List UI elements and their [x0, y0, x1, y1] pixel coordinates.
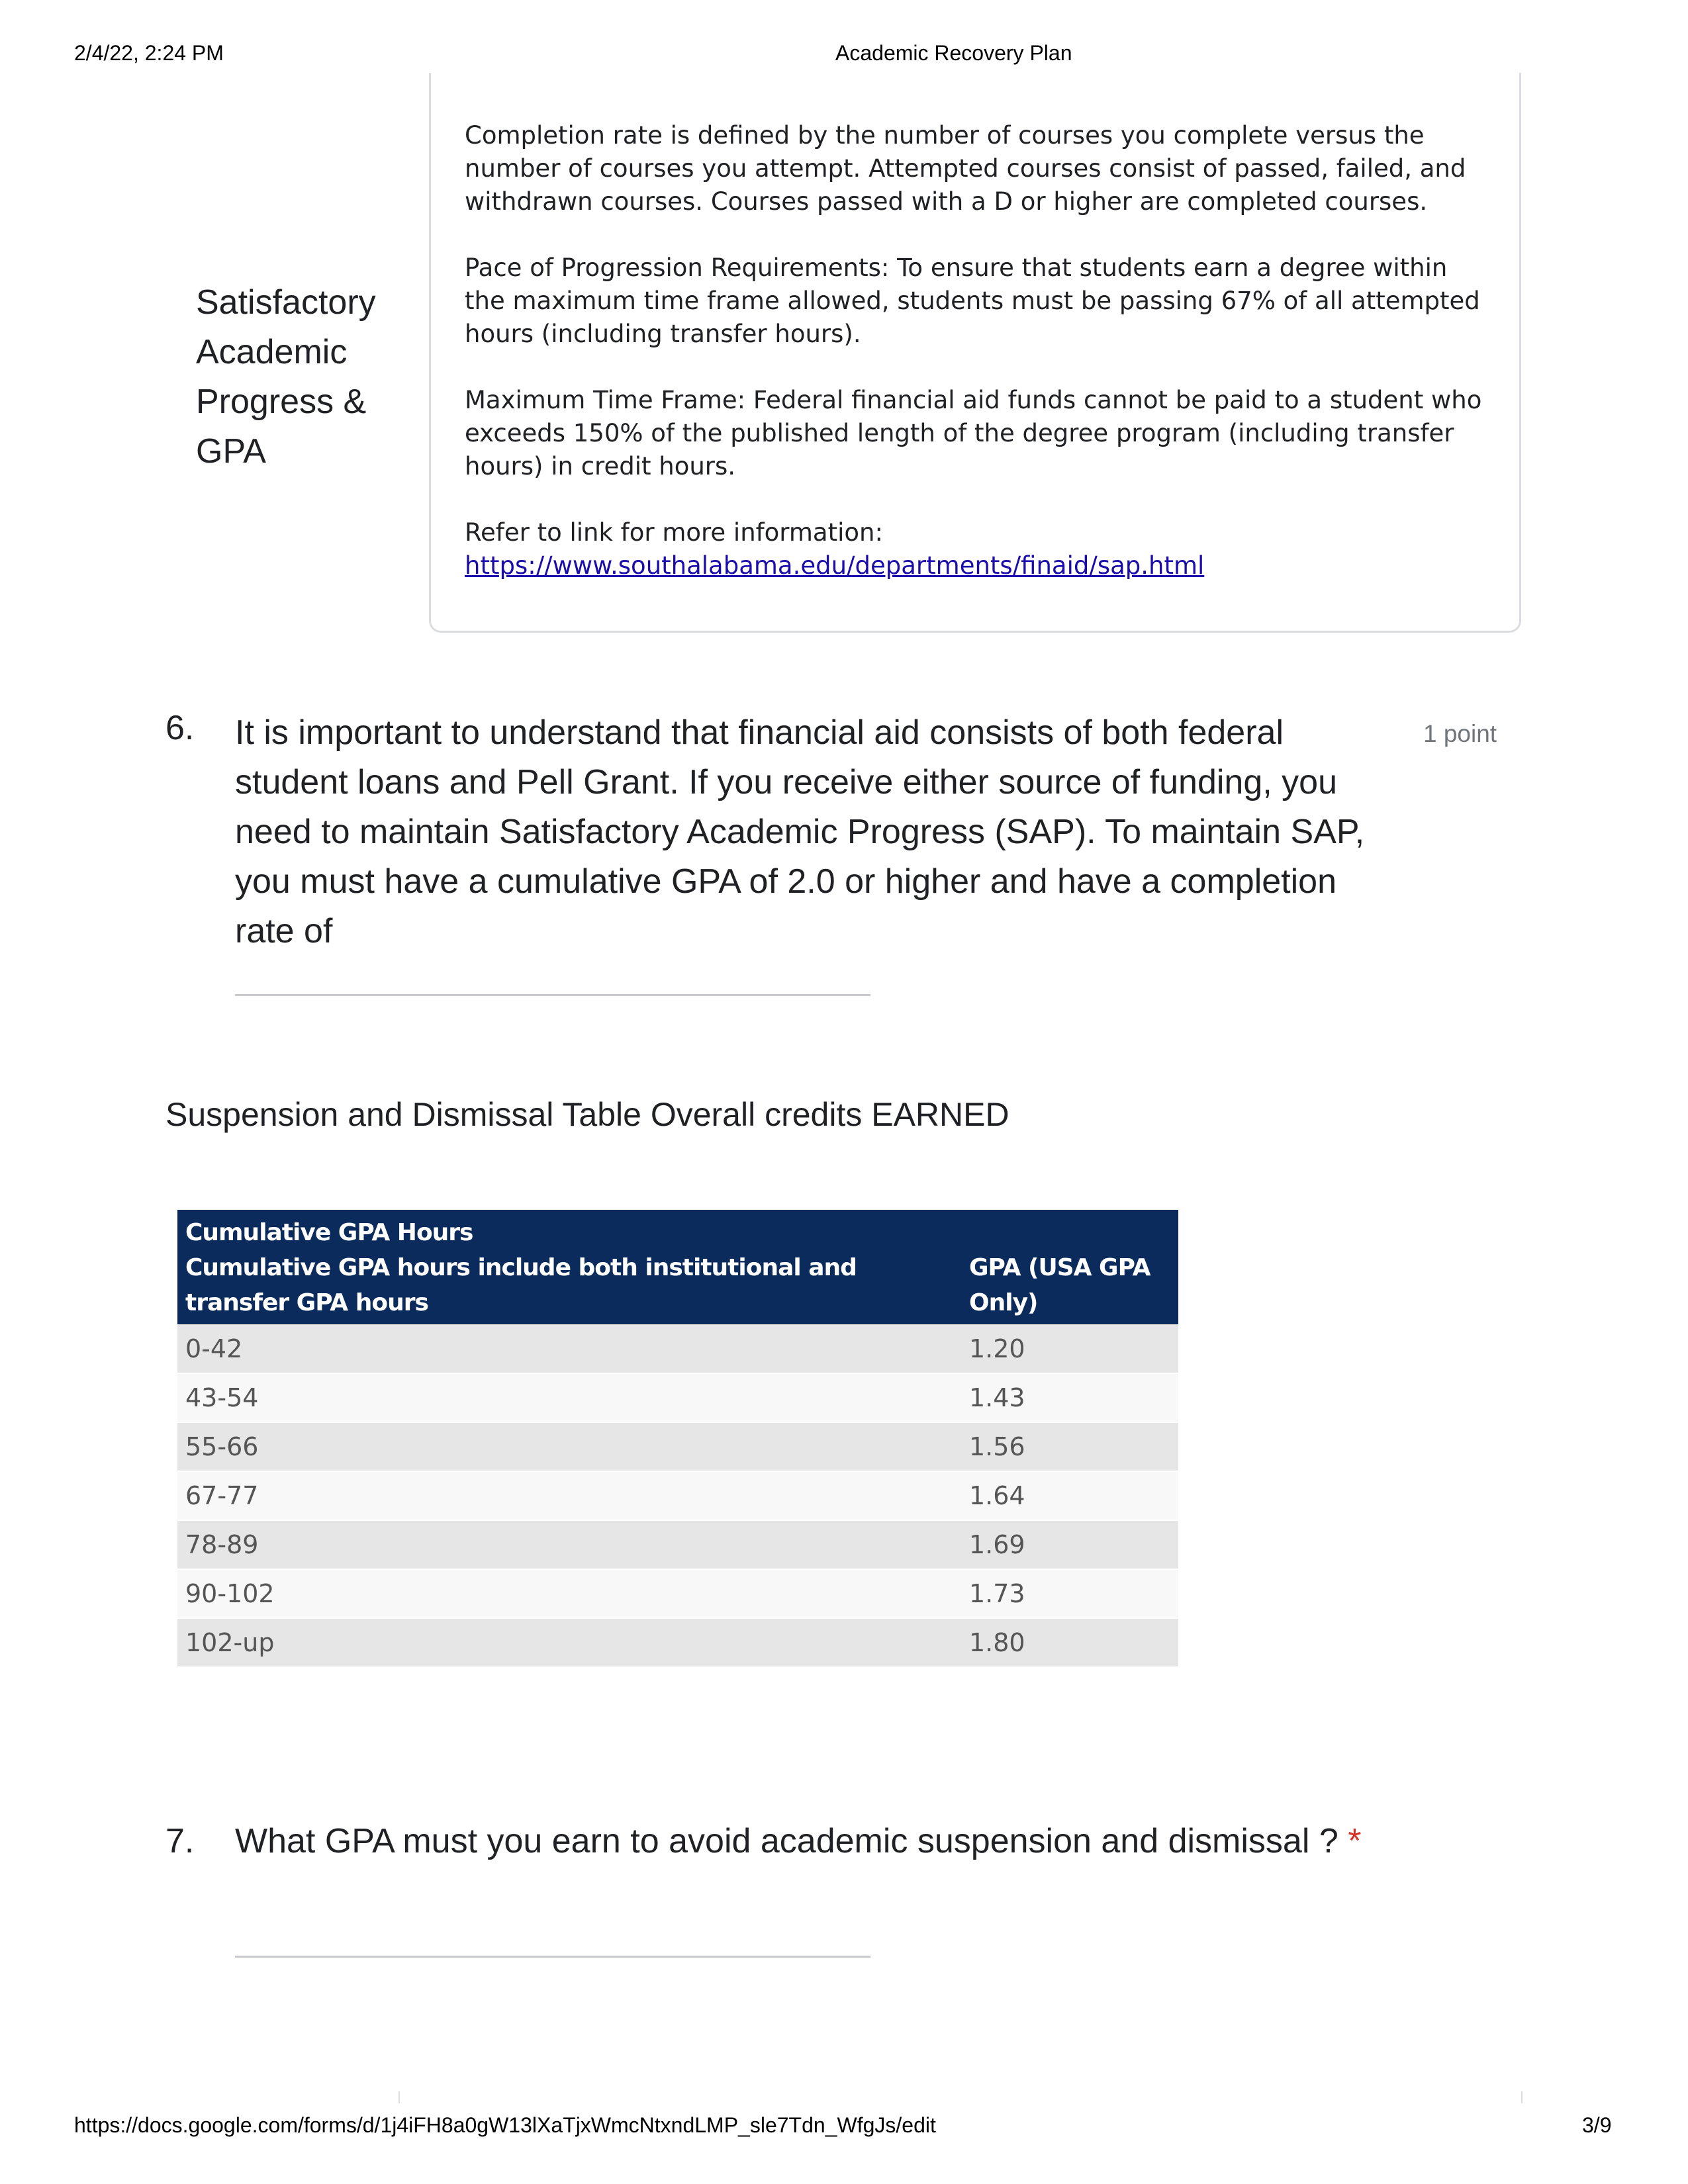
- completion-rate-paragraph: Completion rate is defined by the number of courses you complete versus the number of courses you attempt. Attempted courses consist of passed, failed, and withdrawn courses. Courses passed with a D or higher are completed courses.: [465, 121, 1466, 216]
- print-page-number: 3/9: [1582, 2113, 1612, 2137]
- sap-section-label: [196, 278, 414, 477]
- suspension-table-title: Suspension and Dismissal Table Overall credits EARNED: [165, 1096, 1009, 1133]
- gpa-cell: 1.64: [961, 1471, 1178, 1520]
- sap-label-line: Satisfactory: [196, 283, 376, 322]
- hours-cell: 90-102: [177, 1569, 961, 1618]
- table-row: [177, 1471, 1178, 1520]
- header-cumulative-gpa-hours: [177, 1210, 961, 1324]
- question-7-title: [235, 1817, 1427, 1866]
- table-row: [177, 1520, 1178, 1569]
- header-col1-title: Cumulative GPA Hours: [185, 1219, 473, 1246]
- hours-cell: 55-66: [177, 1422, 961, 1471]
- question-7-answer-field[interactable]: [235, 1956, 870, 1958]
- gpa-cell: 1.20: [961, 1324, 1178, 1373]
- table-row: [177, 1422, 1178, 1471]
- table-row: [177, 1618, 1178, 1667]
- pace-progression-paragraph: Pace of Progression Requirements: To ensure that students earn a degree within the maximum time frame allowed, students must be passing 67% of all attempted hours (including transfer hours).: [465, 253, 1480, 348]
- table-header-row: [177, 1210, 1178, 1324]
- sap-info-text: [465, 119, 1484, 582]
- sap-info-link[interactable]: https://www.southalabama.edu/departments/finaid/sap.html: [465, 551, 1205, 580]
- print-datetime: 2/4/22, 2:24 PM: [74, 41, 224, 65]
- question-7-text: What GPA must you earn to avoid academic suspension and dismissal ?: [235, 1822, 1338, 1860]
- card-edge-tick: [399, 2091, 400, 2103]
- hours-cell: 102-up: [177, 1618, 961, 1667]
- question-6-number: 6.: [165, 709, 195, 747]
- gpa-cell: 1.69: [961, 1520, 1178, 1569]
- table-row: [177, 1324, 1178, 1373]
- sap-label-line: Progress &: [196, 383, 367, 421]
- gpa-cell: 1.43: [961, 1373, 1178, 1422]
- card-edge-tick: [1521, 2091, 1523, 2103]
- sap-label-line: Academic: [196, 333, 348, 371]
- required-asterisk: *: [1348, 1822, 1362, 1860]
- table-row: [177, 1373, 1178, 1422]
- header-col1-subtitle: Cumulative GPA hours include both institutional and transfer GPA hours: [185, 1254, 857, 1316]
- question-7-number: 7.: [165, 1822, 195, 1860]
- gpa-cell: 1.80: [961, 1618, 1178, 1667]
- question-6-text: It is important to understand that financial aid consists of both federal student loans and Pell Grant. If you receive either source of funding, you need to maintain Satisfactory Academic Progress (SAP). To maintain SAP, you must have a cumulative GPA of 2.0 or higher and have a completion rate of: [235, 713, 1365, 950]
- question-6-answer-field[interactable]: [235, 994, 870, 996]
- max-time-frame-paragraph: Maximum Time Frame: Federal financial aid funds cannot be paid to a student who exceeds 150% of the published length of the degree program (including transfer hours) in credit hours.: [465, 386, 1482, 480]
- sap-label-line: GPA: [196, 432, 266, 471]
- print-title: Academic Recovery Plan: [835, 41, 1072, 65]
- gpa-cell: 1.73: [961, 1569, 1178, 1618]
- hours-cell: 67-77: [177, 1471, 961, 1520]
- hours-cell: 0-42: [177, 1324, 961, 1373]
- hours-cell: 43-54: [177, 1373, 961, 1422]
- question-6-points: 1 point: [1423, 720, 1497, 747]
- header-gpa: GPA (USA GPA Only): [961, 1210, 1178, 1324]
- table-row: [177, 1569, 1178, 1618]
- print-footer-url: https://docs.google.com/forms/d/1j4iFH8a0gW13lXaTjxWmcNtxndLMP_sle7Tdn_WfgJs/edit: [74, 2113, 936, 2137]
- gpa-cell: 1.56: [961, 1422, 1178, 1471]
- link-intro: Refer to link for more information:: [465, 518, 883, 547]
- hours-cell: 78-89: [177, 1520, 961, 1569]
- suspension-dismissal-table: [177, 1210, 1178, 1668]
